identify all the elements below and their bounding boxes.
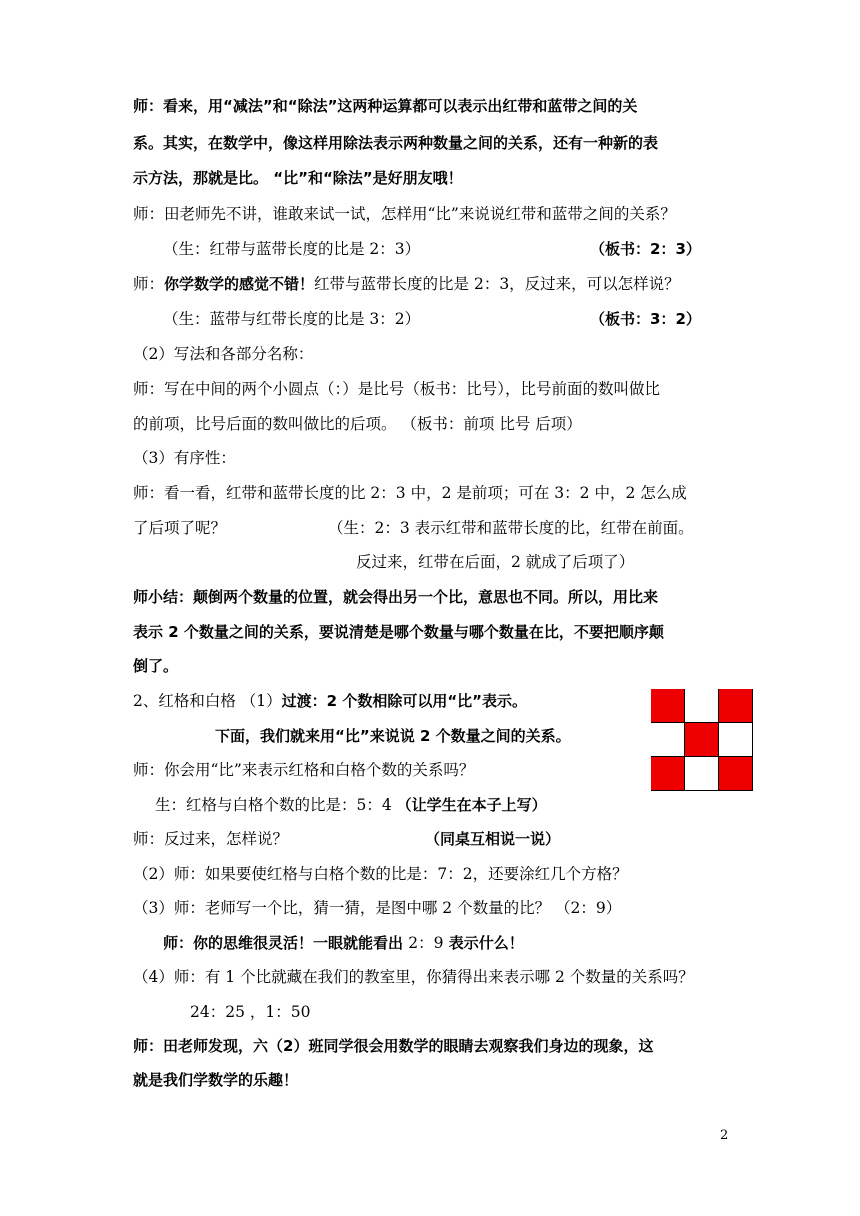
text-line [163,239,701,259]
text-segment: 24：25 ，1：50 [190,1003,311,1021]
text-segment: 的前项，比号后面的数叫做比的后项。 （板书：前项 比号 后项） [133,415,582,433]
text-segment: 过渡：2 个数相除可以用“比”表示。 [281,692,528,710]
text-line [133,414,582,434]
text-line [133,344,313,364]
text-segment: （让学生在本子上写） [396,796,547,814]
text-line [133,274,680,294]
text-line [356,552,634,572]
text-line [133,168,463,188]
text-line [163,933,524,953]
text-segment: 师：看一看，红带和蓝带长度的比 2：3 中，2 是前项；可在 3：2 中，2 怎么成 [133,484,687,502]
text-segment: 师： [133,275,165,293]
red-square [685,723,719,757]
text-line [133,864,628,884]
text-segment: 师：田老师先不讲，谁敢来试一试，怎样用“比”来说说红带和蓝带之间的关系？ [133,205,676,223]
text-segment: （2）师：如果要使红格与白格个数的比是：7：2，还要涂红几个方格？ [133,865,628,883]
text-segment: 表示 2 个数量之间的关系，要说清楚是哪个数量与哪个数量在比，不要把顺序颠 [133,623,664,641]
text-line [133,1070,298,1090]
text-segment: 表示什么！ [443,934,524,952]
text-line [215,726,571,746]
text-segment: （同桌互相说一说） [425,830,561,848]
text-segment: 下面，我们就来用“比”来说说 2 个数量之间的关系。 [215,727,571,745]
text-segment: 师：看来，用“减法”和“除法”这两种运算都可以表示出红带和蓝带之间的关 [133,97,638,115]
text-segment: 系。其实，在数学中，像这样用除法表示两种数量之间的关系，还有一种新的表 [133,134,659,152]
text-line [133,967,694,987]
page-number: 2 [720,1128,729,1143]
text-line [133,379,660,399]
text-segment: 2：9 [408,934,444,952]
text-segment: 反过来，红带在后面，2 就成了后项了） [356,553,635,571]
text-line [190,1002,310,1022]
text-line [133,204,676,224]
text-segment: （4）师：有 1 个比就藏在我们的教室里，你猜得出来表示哪 2 个数量的关系吗？ [133,968,694,986]
text-segment: 师：田老师发现，六（2）班同学很会用数学的眼睛去观察我们身边的现象，这 [133,1037,654,1055]
red-square [719,757,753,791]
text-segment: 你学数学的感觉不错！ [164,275,315,293]
text-segment: 倒了。 [133,657,179,675]
white-square [651,723,685,757]
white-square [685,757,719,791]
text-segment: （3）有序性： [133,449,236,467]
red-square [719,689,753,723]
red-square [651,757,685,791]
red-square [651,689,685,723]
text-segment: （3）师：老师写一个比，猜一猜，是图中哪 2 个数量的比？ （2：9） [133,899,622,917]
text-line [155,795,547,815]
text-segment: （板书：2：3） [590,240,701,258]
text-segment: （2）写法和各部分名称： [133,345,314,363]
text-line [133,518,694,538]
white-square [719,723,753,757]
text-segment: 师：反过来，怎样说？ [133,830,289,848]
white-square [685,689,719,723]
text-line [133,829,561,849]
text-segment: 师：写在中间的两个小圆点（：）是比号（板书：比号），比号前面的数叫做比 [133,380,661,398]
text-line [133,483,687,503]
text-line [133,898,621,918]
text-line [133,96,637,116]
text-line [133,656,178,676]
text-segment: 师：你会用“比”来表示红格和白格个数的关系吗？ [133,761,475,779]
text-segment: 师小结：颠倒两个数量的位置，就会得出另一个比，意思也不同。所以，用比来 [133,588,659,606]
text-line [133,133,658,153]
text-line [133,691,527,711]
text-segment: （板书：3：2） [590,310,701,328]
text-line [133,622,664,642]
text-segment: （生：红带与蓝带长度的比是 2：3） [163,240,421,258]
text-segment: （生：蓝带与红带长度的比是 3：2） [163,310,421,328]
text-segment: 师：你的思维很灵活！一眼就能看出 [163,934,409,952]
text-segment: 红带与蓝带长度的比是 2：3，反过来，可以怎样说？ [314,275,680,293]
text-segment: 2、红格和白格 （1） [133,692,282,710]
text-segment: 生：红格与白格个数的比是：5：4 [155,796,397,814]
text-line [163,309,701,329]
red-white-grid-figure [651,689,753,791]
text-line [133,760,474,780]
text-line [133,1036,653,1056]
text-segment: 了后项了呢？ [133,519,227,537]
text-segment: 就是我们学数学的乐趣！ [133,1071,299,1089]
text-segment: 示方法，那就是比。 “比”和“除法”是好朋友哦！ [133,169,463,187]
text-line [133,448,236,468]
text-line [133,587,658,607]
text-segment: （生：2：3 表示红带和蓝带长度的比，红带在前面。 [328,519,694,537]
